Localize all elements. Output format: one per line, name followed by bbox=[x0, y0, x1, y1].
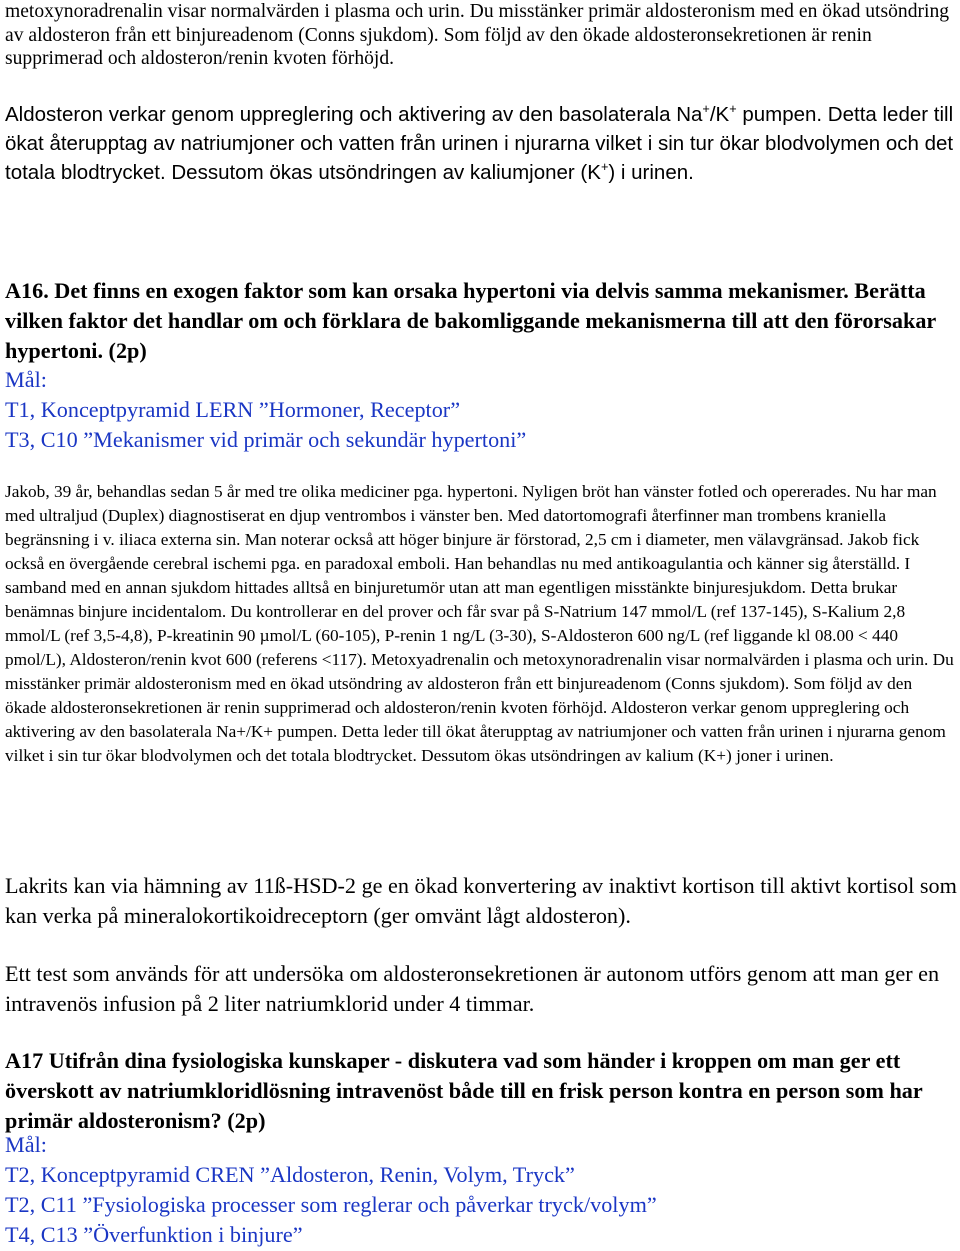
saline-test-paragraph: Ett test som används för att undersöka om aldosteronsekretionen är autonom utförs genom att man ger en intravenös infusion på 2 liter natriumklorid under 4 timmar. bbox=[5, 961, 940, 1016]
sodium-pump-text-4: ) i urinen. bbox=[608, 161, 694, 184]
a16-goals bbox=[5, 365, 955, 455]
goal-item: T3, C10 ”Mekanismer vid primär och sekundär hypertoni” bbox=[5, 427, 527, 452]
goal-item: T2, Konceptpyramid CREN ”Aldosteron, Renin, Volym, Tryck” bbox=[5, 1162, 575, 1187]
superscript-plus: + bbox=[729, 100, 737, 116]
superscript-plus: + bbox=[600, 158, 609, 174]
superscript-plus: + bbox=[702, 100, 710, 116]
goal-label: Mål: bbox=[5, 367, 47, 392]
licorice-paragraph: Lakrits kan via hämning av 11ß-HSD-2 ge en ökad konvertering av inaktivt kortison till aktivt kortisol som kan verka på mineralokortikoidreceptorn (ger omvänt lågt aldosteron). bbox=[5, 873, 957, 928]
a17-goals bbox=[5, 1130, 955, 1250]
sodium-pump-text-3: pumpen. Detta leder till ökat återupptag av natriumjoner och vatten från urinen i njurarna vilket i sin tur ökar blodvolymen och det totala blodtrycket. Dessutom ökas utsöndringen av kaliumjoner (K bbox=[5, 103, 954, 184]
goal-item: T2, C11 ”Fysiologiska processer som reglerar och påverkar tryck/volym” bbox=[5, 1192, 657, 1217]
goal-label: Mål: bbox=[5, 1132, 47, 1157]
goal-item: T4, C13 ”Överfunktion i binjure” bbox=[5, 1222, 303, 1247]
question-a17: A17 Utifrån dina fysiologiska kunskaper - diskutera vad som händer i kroppen om man ger ett överskott av natriumkloridlösning intravenöst både till en frisk person kontra en person som har primär aldosteronism? (2p) bbox=[5, 1048, 923, 1133]
goal-item: T1, Konceptpyramid LERN ”Hormoner, Receptor” bbox=[5, 397, 461, 422]
intro-paragraph: metoxynoradrenalin visar normalvärden i plasma och urin. Du misstänker primär aldosteronism med en ökad utsöndring av aldosteron från ett binjureadenom (Conns sjukdom). Som följd av den ökade aldosteronsekretionen är renin supprimerad och aldosteron/renin kvoten förhöjd. bbox=[5, 1, 950, 69]
sodium-pump-text-1: Aldosteron verkar genom uppreglering och aktivering av den basolaterala Na bbox=[5, 103, 703, 126]
sodium-pump-text-2: /K bbox=[709, 103, 730, 126]
question-a16: A16. Det finns en exogen faktor som kan orsaka hypertoni via delvis samma mekanismer. Berätta vilken faktor det handlar om och förklara de bakomliggande mekanismerna till att den förorsakar hypertoni. (2p) bbox=[5, 278, 936, 363]
case-description: Jakob, 39 år, behandlas sedan 5 år med tre olika mediciner pga. hypertoni. Nyligen bröt han vänster fotled och opererades. Nu har man med ultraljud (Duplex) diagnostiserat en djup ventrombos i vänster ben. Med datortomografi återfinner man trombens kraniella begränsning i v. iliaca externa sin. Man noterar också att höger binjure är förstorad, 2,5 cm i diameter, men välavgränsad. Jakob fick också en övergående cerebral ischemi pga. en paradoxal emboli. Han behandlas nu med antikoagulantia och känner sig återställd. I samband med en annan sjukdom hittades alltså en binjuretumör utan att man egentligen misstänkte binjuresjukdom. Detta brukar benämnas binjure incidentalom. Du kontrollerar en del prover och får svar på S-Natrium 147 mmol/L (ref 137-145), S-Kalium 2,8 mmol/L (ref 3,5-4,8), P-kreatinin 90 µmol/L (60-105), P-renin 1 ng/L (3-30), S-Aldosteron 600 ng/L (ref liggande kl 08.00 < 440 pmol/L), Aldosteron/renin kvot 600 (referens <117). Metoxyadrenalin och metoxynoradrenalin visar normalvärden i plasma och urin. Du misstänker primär aldosteronism med en ökad utsöndring av aldosteron från ett binjureadenom (Conns sjukdom). Som följd av den ökade aldosteronsekretionen är renin supprimerad och aldosteron/renin kvoten förhöjd. Aldosteron verkar genom uppreglering och aktivering av den basolaterala Na+/K+ pumpen. Detta leder till ökat återupptag av natriumjoner och vatten från urinen i njurarna genom vilket i sin tur ökar blodvolymen och det totala blodtrycket. Dessutom ökas utsöndringen av kalium (K+) joner i urinen. bbox=[5, 482, 954, 765]
sodium-pump-paragraph bbox=[5, 100, 955, 187]
